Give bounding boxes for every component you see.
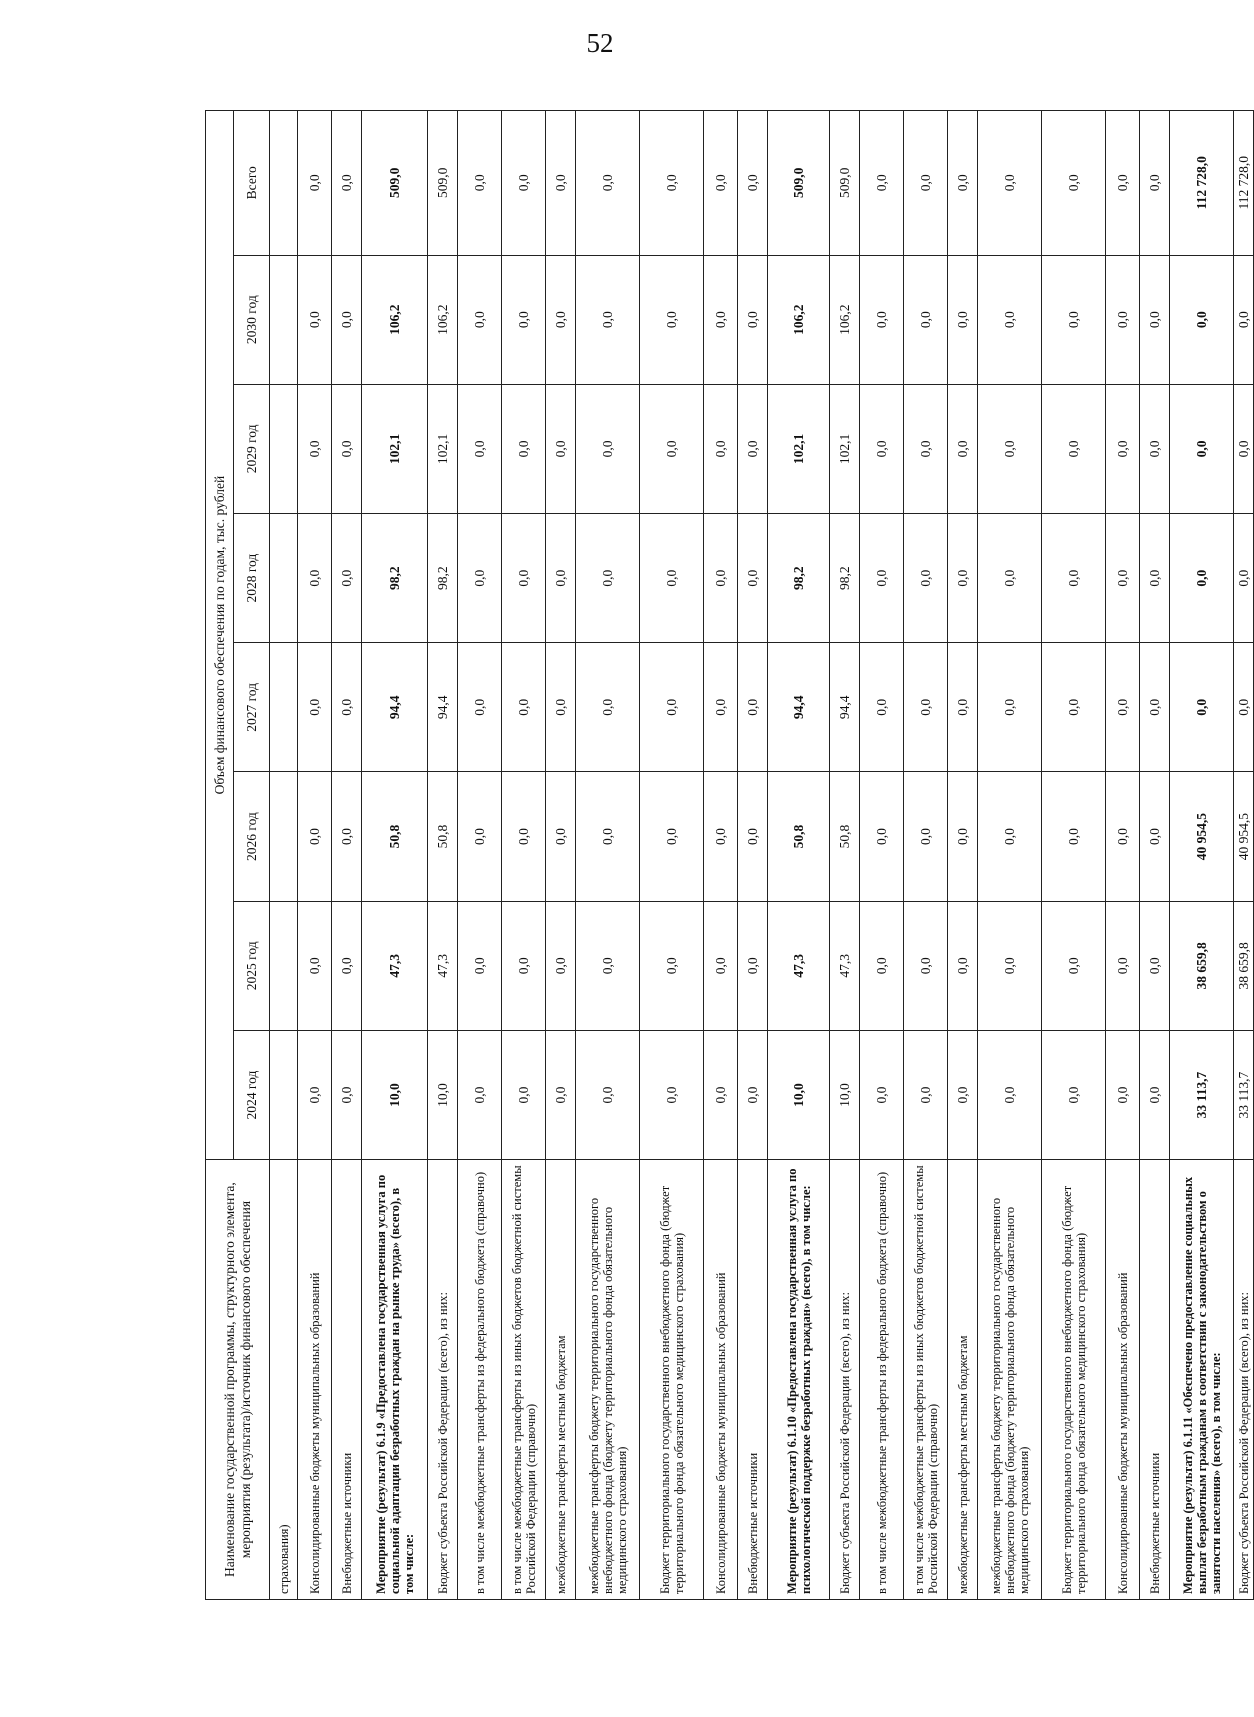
cell-value: 509,0 bbox=[768, 111, 830, 256]
header-year: 2024 год bbox=[234, 1030, 270, 1159]
table-row bbox=[1042, 111, 1106, 1600]
table-row bbox=[1140, 111, 1170, 1600]
cell-value: 0,0 bbox=[1140, 643, 1170, 772]
cell-value: 0,0 bbox=[860, 111, 904, 256]
row-label: страхования) bbox=[270, 1160, 298, 1600]
cell-value: 0,0 bbox=[948, 901, 978, 1030]
cell-value: 47,3 bbox=[830, 901, 860, 1030]
table-row bbox=[860, 111, 904, 1600]
row-label: межбюджетные трансферты бюджету территориального государственного внебюджетного фонда (бюджету территориального фонда обязательного медицинского страхования) bbox=[978, 1160, 1042, 1600]
cell-value: 10,0 bbox=[362, 1030, 428, 1159]
row-label: межбюджетные трансферты бюджету территориального государственного внебюджетного фонда (бюджету территориального фонда обязательного медицинского страхования) bbox=[576, 1160, 640, 1600]
cell-value: 0,0 bbox=[1140, 111, 1170, 256]
cell-value: 10,0 bbox=[428, 1030, 458, 1159]
cell-value bbox=[270, 643, 298, 772]
cell-value: 0,0 bbox=[948, 772, 978, 901]
cell-value: 0,0 bbox=[948, 643, 978, 772]
cell-value: 0,0 bbox=[978, 255, 1042, 384]
cell-value: 0,0 bbox=[738, 643, 768, 772]
cell-value: 106,2 bbox=[428, 255, 458, 384]
cell-value: 50,8 bbox=[362, 772, 428, 901]
cell-value: 0,0 bbox=[458, 901, 502, 1030]
cell-value: 0,0 bbox=[738, 255, 768, 384]
cell-value: 0,0 bbox=[704, 643, 738, 772]
table-row bbox=[704, 111, 738, 1600]
cell-value bbox=[270, 772, 298, 901]
cell-value bbox=[270, 514, 298, 643]
cell-value: 0,0 bbox=[904, 384, 948, 513]
cell-value: 0,0 bbox=[1140, 514, 1170, 643]
cell-value: 98,2 bbox=[362, 514, 428, 643]
page-number: 52 bbox=[586, 28, 614, 58]
cell-value: 0,0 bbox=[576, 111, 640, 256]
cell-value: 0,0 bbox=[738, 1030, 768, 1159]
cell-value: 0,0 bbox=[904, 643, 948, 772]
cell-value: 0,0 bbox=[458, 772, 502, 901]
cell-value: 40 954,5 bbox=[1234, 772, 1254, 901]
cell-value: 0,0 bbox=[1042, 384, 1106, 513]
cell-value: 98,2 bbox=[830, 514, 860, 643]
row-label: Бюджет субъекта Российской Федерации (всего), из них: bbox=[428, 1160, 458, 1600]
cell-value: 0,0 bbox=[738, 772, 768, 901]
cell-value: 0,0 bbox=[1106, 384, 1140, 513]
cell-value: 0,0 bbox=[1042, 255, 1106, 384]
cell-value: 0,0 bbox=[1140, 1030, 1170, 1159]
cell-value: 0,0 bbox=[332, 901, 362, 1030]
cell-value: 94,4 bbox=[768, 643, 830, 772]
cell-value: 0,0 bbox=[1140, 384, 1170, 513]
cell-value bbox=[270, 901, 298, 1030]
cell-value: 0,0 bbox=[948, 1030, 978, 1159]
cell-value: 106,2 bbox=[830, 255, 860, 384]
cell-value: 0,0 bbox=[502, 514, 546, 643]
cell-value: 0,0 bbox=[546, 901, 576, 1030]
cell-value: 0,0 bbox=[1106, 514, 1140, 643]
cell-value: 0,0 bbox=[1140, 772, 1170, 901]
cell-value: 112 728,0 bbox=[1170, 111, 1234, 256]
cell-value: 0,0 bbox=[1106, 111, 1140, 256]
cell-value: 509,0 bbox=[362, 111, 428, 256]
cell-value: 0,0 bbox=[298, 1030, 332, 1159]
cell-value: 0,0 bbox=[704, 255, 738, 384]
cell-value: 0,0 bbox=[546, 643, 576, 772]
table-row bbox=[1106, 111, 1140, 1600]
cell-value: 0,0 bbox=[458, 1030, 502, 1159]
header-year: 2030 год bbox=[234, 255, 270, 384]
cell-value: 0,0 bbox=[502, 772, 546, 901]
cell-value: 0,0 bbox=[1106, 772, 1140, 901]
cell-value: 0,0 bbox=[1234, 255, 1254, 384]
table-row bbox=[332, 111, 362, 1600]
cell-value: 38 659,8 bbox=[1234, 901, 1254, 1030]
table-row bbox=[458, 111, 502, 1600]
row-label: в том числе межбюджетные трансферты из федерального бюджета (справочно) bbox=[860, 1160, 904, 1600]
row-label: Мероприятие (результат) 6.1.10 «Предоставлена государственная услуга по психологической поддержке безработных граждан» (всего), в том числе: bbox=[768, 1160, 830, 1600]
cell-value: 50,8 bbox=[428, 772, 458, 901]
row-label: Бюджет субъекта Российской Федерации (всего), из них: bbox=[1234, 1160, 1254, 1600]
table-row bbox=[904, 111, 948, 1600]
cell-value: 0,0 bbox=[640, 255, 704, 384]
cell-value: 0,0 bbox=[458, 643, 502, 772]
cell-value: 47,3 bbox=[428, 901, 458, 1030]
cell-value: 0,0 bbox=[1106, 1030, 1140, 1159]
header-name-column: Наименование государственной программы, структурного элемента, мероприятия (результата)/источник финансового обеспечения bbox=[206, 1160, 270, 1600]
cell-value: 98,2 bbox=[768, 514, 830, 643]
cell-value: 94,4 bbox=[362, 643, 428, 772]
row-label: Бюджет территориального государственного внебюджетного фонда (бюджет территориального фонда обязательного медицинского страхования) bbox=[640, 1160, 704, 1600]
table-row bbox=[270, 111, 298, 1600]
cell-value: 0,0 bbox=[904, 1030, 948, 1159]
cell-value: 0,0 bbox=[738, 111, 768, 256]
cell-value: 0,0 bbox=[978, 384, 1042, 513]
cell-value: 0,0 bbox=[860, 514, 904, 643]
cell-value: 0,0 bbox=[1042, 111, 1106, 256]
cell-value: 0,0 bbox=[1140, 901, 1170, 1030]
cell-value: 0,0 bbox=[1106, 643, 1140, 772]
header-year: 2025 год bbox=[234, 901, 270, 1030]
cell-value: 0,0 bbox=[1234, 643, 1254, 772]
cell-value: 47,3 bbox=[362, 901, 428, 1030]
cell-value: 0,0 bbox=[332, 643, 362, 772]
header-year: Всего bbox=[234, 111, 270, 256]
cell-value: 0,0 bbox=[298, 384, 332, 513]
cell-value: 0,0 bbox=[546, 384, 576, 513]
row-label: в том числе межбюджетные трансферты из федерального бюджета (справочно) bbox=[458, 1160, 502, 1600]
cell-value: 50,8 bbox=[830, 772, 860, 901]
cell-value: 0,0 bbox=[860, 1030, 904, 1159]
cell-value: 10,0 bbox=[830, 1030, 860, 1159]
cell-value: 94,4 bbox=[428, 643, 458, 772]
cell-value: 0,0 bbox=[948, 255, 978, 384]
cell-value: 0,0 bbox=[1042, 514, 1106, 643]
cell-value: 0,0 bbox=[546, 772, 576, 901]
cell-value: 0,0 bbox=[978, 772, 1042, 901]
cell-value: 94,4 bbox=[830, 643, 860, 772]
cell-value: 0,0 bbox=[640, 643, 704, 772]
cell-value: 0,0 bbox=[298, 255, 332, 384]
table-row bbox=[738, 111, 768, 1600]
cell-value: 0,0 bbox=[860, 901, 904, 1030]
cell-value: 0,0 bbox=[904, 255, 948, 384]
cell-value: 0,0 bbox=[502, 384, 546, 513]
cell-value: 0,0 bbox=[298, 514, 332, 643]
financing-table bbox=[205, 110, 1254, 1600]
cell-value: 106,2 bbox=[362, 255, 428, 384]
cell-value: 0,0 bbox=[332, 384, 362, 513]
cell-value: 0,0 bbox=[546, 514, 576, 643]
cell-value: 102,1 bbox=[768, 384, 830, 513]
table-row bbox=[948, 111, 978, 1600]
table-row bbox=[502, 111, 546, 1600]
cell-value: 0,0 bbox=[546, 111, 576, 256]
cell-value: 0,0 bbox=[458, 111, 502, 256]
table-row bbox=[1234, 111, 1254, 1600]
table-row bbox=[428, 111, 458, 1600]
row-label: Мероприятие (результат) 6.1.11 «Обеспечено предоставление социальных выплат безработным гражданам в соответствии с законодательством о занятости населения» (всего), в том числе: bbox=[1170, 1160, 1234, 1600]
cell-value: 102,1 bbox=[428, 384, 458, 513]
table-row bbox=[978, 111, 1042, 1600]
cell-value: 0,0 bbox=[298, 901, 332, 1030]
cell-value: 0,0 bbox=[1234, 514, 1254, 643]
cell-value: 0,0 bbox=[576, 514, 640, 643]
cell-value: 0,0 bbox=[458, 384, 502, 513]
cell-value: 0,0 bbox=[1170, 255, 1234, 384]
cell-value: 0,0 bbox=[904, 901, 948, 1030]
cell-value: 0,0 bbox=[576, 643, 640, 772]
cell-value: 0,0 bbox=[704, 514, 738, 643]
cell-value: 0,0 bbox=[738, 514, 768, 643]
cell-value: 0,0 bbox=[502, 255, 546, 384]
table-row bbox=[1170, 111, 1234, 1600]
row-label: Консолидированные бюджеты муниципальных образований bbox=[1106, 1160, 1140, 1600]
cell-value: 0,0 bbox=[860, 643, 904, 772]
cell-value: 0,0 bbox=[576, 1030, 640, 1159]
cell-value: 0,0 bbox=[978, 643, 1042, 772]
cell-value: 33 113,7 bbox=[1234, 1030, 1254, 1159]
cell-value: 0,0 bbox=[1170, 643, 1234, 772]
row-label: Бюджет территориального государственного внебюджетного фонда (бюджет территориального фонда обязательного медицинского страхования) bbox=[1042, 1160, 1106, 1600]
cell-value: 0,0 bbox=[860, 772, 904, 901]
row-label: Бюджет субъекта Российской Федерации (всего), из них: bbox=[830, 1160, 860, 1600]
cell-value: 509,0 bbox=[830, 111, 860, 256]
cell-value: 0,0 bbox=[1170, 384, 1234, 513]
cell-value: 0,0 bbox=[640, 901, 704, 1030]
cell-value: 112 728,0 bbox=[1234, 111, 1254, 256]
row-label: межбюджетные трансферты местным бюджетам bbox=[546, 1160, 576, 1600]
cell-value: 102,1 bbox=[362, 384, 428, 513]
cell-value: 0,0 bbox=[978, 1030, 1042, 1159]
table-row bbox=[830, 111, 860, 1600]
cell-value: 0,0 bbox=[298, 772, 332, 901]
cell-value: 0,0 bbox=[298, 643, 332, 772]
header-year: 2027 год bbox=[234, 643, 270, 772]
cell-value: 0,0 bbox=[860, 255, 904, 384]
cell-value: 98,2 bbox=[428, 514, 458, 643]
cell-value: 0,0 bbox=[704, 772, 738, 901]
cell-value: 0,0 bbox=[1170, 514, 1234, 643]
cell-value: 0,0 bbox=[904, 514, 948, 643]
cell-value: 0,0 bbox=[704, 111, 738, 256]
cell-value bbox=[270, 384, 298, 513]
cell-value: 0,0 bbox=[948, 384, 978, 513]
cell-value: 0,0 bbox=[502, 111, 546, 256]
row-label: Консолидированные бюджеты муниципальных образований bbox=[298, 1160, 332, 1600]
cell-value: 0,0 bbox=[860, 384, 904, 513]
cell-value: 0,0 bbox=[332, 1030, 362, 1159]
cell-value: 0,0 bbox=[332, 514, 362, 643]
table-row bbox=[576, 111, 640, 1600]
row-label: межбюджетные трансферты местным бюджетам bbox=[948, 1160, 978, 1600]
cell-value: 0,0 bbox=[576, 772, 640, 901]
table-row bbox=[362, 111, 428, 1600]
cell-value: 0,0 bbox=[332, 111, 362, 256]
cell-value: 0,0 bbox=[1106, 901, 1140, 1030]
cell-value: 0,0 bbox=[502, 901, 546, 1030]
header-year: 2028 год bbox=[234, 514, 270, 643]
table-row bbox=[640, 111, 704, 1600]
cell-value: 0,0 bbox=[640, 514, 704, 643]
cell-value: 509,0 bbox=[428, 111, 458, 256]
cell-value: 0,0 bbox=[1042, 643, 1106, 772]
cell-value: 0,0 bbox=[458, 255, 502, 384]
cell-value: 0,0 bbox=[458, 514, 502, 643]
cell-value: 40 954,5 bbox=[1170, 772, 1234, 901]
cell-value: 0,0 bbox=[1106, 255, 1140, 384]
cell-value: 0,0 bbox=[948, 514, 978, 643]
cell-value: 0,0 bbox=[502, 643, 546, 772]
cell-value bbox=[270, 111, 298, 256]
cell-value bbox=[270, 1030, 298, 1159]
cell-value: 0,0 bbox=[640, 1030, 704, 1159]
row-label: Консолидированные бюджеты муниципальных образований bbox=[704, 1160, 738, 1600]
cell-value: 0,0 bbox=[502, 1030, 546, 1159]
cell-value: 0,0 bbox=[1234, 384, 1254, 513]
cell-value: 0,0 bbox=[332, 255, 362, 384]
cell-value: 47,3 bbox=[768, 901, 830, 1030]
header-financing-group: Объем финансового обеспечения по годам, тыс. рублей bbox=[206, 111, 234, 1160]
cell-value: 0,0 bbox=[978, 514, 1042, 643]
row-label: в том числе межбюджетные трансферты из иных бюджетов бюджетной системы Российской Федерации (справочно) bbox=[502, 1160, 546, 1600]
cell-value: 0,0 bbox=[640, 384, 704, 513]
row-label: Внебюджетные источники bbox=[1140, 1160, 1170, 1600]
cell-value: 0,0 bbox=[1140, 255, 1170, 384]
cell-value: 0,0 bbox=[704, 384, 738, 513]
table-row bbox=[298, 111, 332, 1600]
cell-value: 0,0 bbox=[978, 111, 1042, 256]
cell-value: 0,0 bbox=[978, 901, 1042, 1030]
cell-value: 50,8 bbox=[768, 772, 830, 901]
cell-value: 0,0 bbox=[546, 255, 576, 384]
cell-value: 0,0 bbox=[704, 901, 738, 1030]
cell-value: 0,0 bbox=[332, 772, 362, 901]
cell-value: 0,0 bbox=[576, 384, 640, 513]
cell-value: 0,0 bbox=[1042, 901, 1106, 1030]
cell-value: 38 659,8 bbox=[1170, 901, 1234, 1030]
cell-value: 0,0 bbox=[904, 772, 948, 901]
cell-value: 0,0 bbox=[298, 111, 332, 256]
header-year: 2026 год bbox=[234, 772, 270, 901]
row-label: Мероприятие (результат) 6.1.9 «Предоставлена государственная услуга по социальной адаптации безработных граждан на рынке труда» (всего), в том числе: bbox=[362, 1160, 428, 1600]
row-label: Внебюджетные источники bbox=[738, 1160, 768, 1600]
cell-value: 0,0 bbox=[904, 111, 948, 256]
cell-value: 0,0 bbox=[704, 1030, 738, 1159]
cell-value: 0,0 bbox=[640, 111, 704, 256]
row-label: Внебюджетные источники bbox=[332, 1160, 362, 1600]
cell-value: 33 113,7 bbox=[1170, 1030, 1234, 1159]
cell-value: 0,0 bbox=[738, 384, 768, 513]
cell-value: 0,0 bbox=[948, 111, 978, 256]
header-year: 2029 год bbox=[234, 384, 270, 513]
row-label: в том числе межбюджетные трансферты из иных бюджетов бюджетной системы Российской Федерации (справочно) bbox=[904, 1160, 948, 1600]
cell-value: 0,0 bbox=[576, 901, 640, 1030]
cell-value: 106,2 bbox=[768, 255, 830, 384]
cell-value: 0,0 bbox=[546, 1030, 576, 1159]
table-row bbox=[768, 111, 830, 1600]
table-row bbox=[546, 111, 576, 1600]
cell-value: 0,0 bbox=[640, 772, 704, 901]
cell-value: 10,0 bbox=[768, 1030, 830, 1159]
cell-value bbox=[270, 255, 298, 384]
cell-value: 0,0 bbox=[1042, 772, 1106, 901]
cell-value: 0,0 bbox=[1042, 1030, 1106, 1159]
cell-value: 0,0 bbox=[576, 255, 640, 384]
rotated-table-wrapper bbox=[205, 110, 1251, 1600]
cell-value: 102,1 bbox=[830, 384, 860, 513]
cell-value: 0,0 bbox=[738, 901, 768, 1030]
